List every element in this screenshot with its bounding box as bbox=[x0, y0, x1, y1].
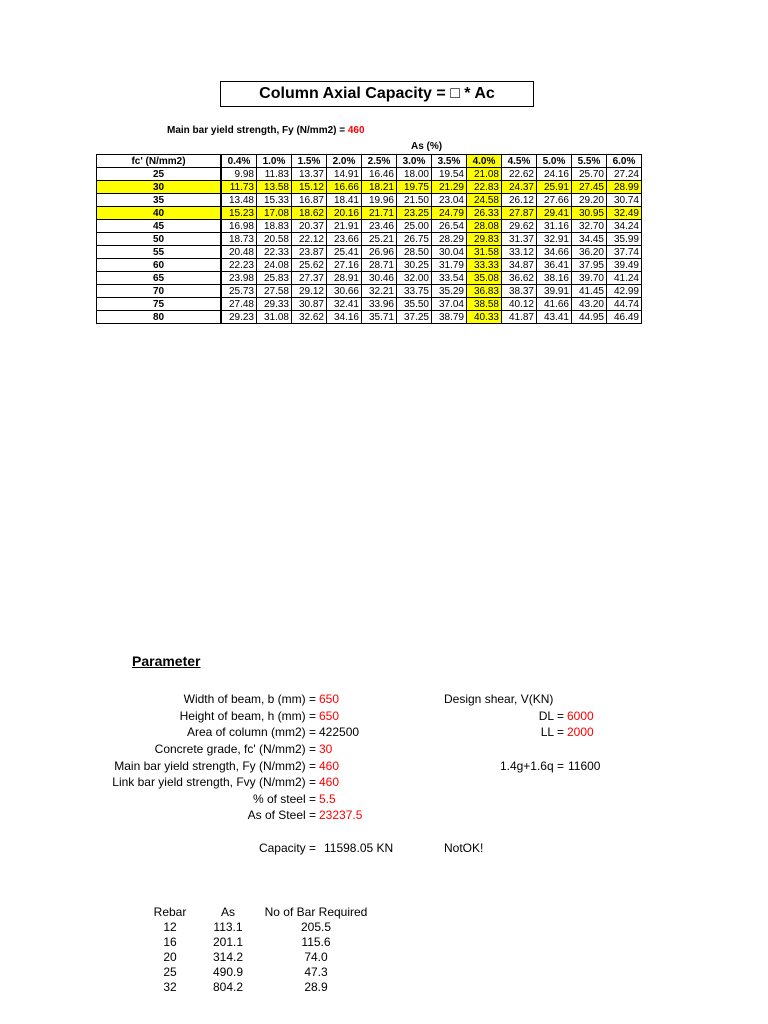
fy-label: Main bar yield strength, Fy (N/mm2) = bbox=[114, 759, 316, 773]
table-cell: 34.16 bbox=[327, 311, 362, 324]
table-cell: 25.83 bbox=[257, 272, 292, 285]
table-cell: 16.66 bbox=[327, 181, 362, 194]
table-cell: 25.73 bbox=[222, 285, 257, 298]
table-row bbox=[97, 181, 642, 194]
table-row bbox=[97, 194, 642, 207]
rebar-row bbox=[140, 965, 376, 980]
table-cell: 31.16 bbox=[537, 220, 572, 233]
table-cell: 19.96 bbox=[362, 194, 397, 207]
table-cell: 37.95 bbox=[572, 259, 607, 272]
table-cell: 38.58 bbox=[467, 298, 502, 311]
capacity-value: 11598.05 KN bbox=[324, 841, 394, 855]
table-cell: 38.16 bbox=[537, 272, 572, 285]
capacity-table-body bbox=[97, 168, 642, 324]
table-cell: 27.16 bbox=[327, 259, 362, 272]
table-cell: 16.98 bbox=[222, 220, 257, 233]
table-cell: 46.49 bbox=[607, 311, 642, 324]
combo-value: 11600 bbox=[568, 759, 601, 773]
table-cell: 30.74 bbox=[607, 194, 642, 207]
design-shear-heading: Design shear, V(KN) bbox=[444, 692, 554, 706]
table-cell: 43.41 bbox=[537, 311, 572, 324]
table-cell: 22.83 bbox=[467, 181, 502, 194]
table-cell: 41.66 bbox=[537, 298, 572, 311]
table-cell: 24.08 bbox=[257, 259, 292, 272]
rebar-as-cell: 201.1 bbox=[212, 935, 244, 949]
column-header: 4.5% bbox=[502, 155, 537, 168]
table-cell: 18.41 bbox=[327, 194, 362, 207]
area-value: 422500 bbox=[319, 725, 360, 739]
table-header-row bbox=[97, 155, 642, 168]
ll-value: 2000 bbox=[567, 725, 594, 739]
rebar-count-cell: 115.6 bbox=[301, 935, 331, 949]
table-cell: 30.95 bbox=[572, 207, 607, 220]
table-cell: 33.75 bbox=[397, 285, 432, 298]
fy-value: 460 bbox=[319, 759, 340, 773]
table-cell: 24.16 bbox=[537, 168, 572, 181]
table-cell: 29.83 bbox=[467, 233, 502, 246]
table-cell: 25.91 bbox=[537, 181, 572, 194]
table-cell: 31.37 bbox=[502, 233, 537, 246]
fc-cell: 70 bbox=[97, 285, 221, 298]
table-cell: 28.91 bbox=[327, 272, 362, 285]
table-cell: 32.41 bbox=[327, 298, 362, 311]
table-cell: 11.83 bbox=[257, 168, 292, 181]
table-cell: 21.29 bbox=[432, 181, 467, 194]
table-cell: 24.79 bbox=[432, 207, 467, 220]
fc-cell: 60 bbox=[97, 259, 221, 272]
parameter-heading: Parameter bbox=[132, 653, 201, 669]
table-cell: 30.66 bbox=[327, 285, 362, 298]
rebar-as-cell: 113.1 bbox=[213, 920, 243, 934]
table-cell: 18.21 bbox=[362, 181, 397, 194]
table-cell: 28.99 bbox=[607, 181, 642, 194]
rebar-count-cell: 28.9 bbox=[304, 980, 328, 994]
table-cell: 23.46 bbox=[362, 220, 397, 233]
table-cell: 23.04 bbox=[432, 194, 467, 207]
table-cell: 13.58 bbox=[257, 181, 292, 194]
dl-value: 6000 bbox=[567, 709, 594, 723]
table-cell: 35.29 bbox=[432, 285, 467, 298]
table-cell: 32.21 bbox=[362, 285, 397, 298]
table-row bbox=[97, 233, 642, 246]
width-label: Width of beam, b (mm) = bbox=[183, 692, 316, 706]
table-cell: 32.00 bbox=[397, 272, 432, 285]
table-cell: 28.50 bbox=[397, 246, 432, 259]
capacity-status: NotOK! bbox=[444, 841, 484, 855]
table-cell: 41.24 bbox=[607, 272, 642, 285]
as-percent-caption: As (%) bbox=[411, 141, 443, 152]
table-cell: 28.29 bbox=[432, 233, 467, 246]
steel-percent-label: % of steel = bbox=[252, 792, 316, 806]
table-cell: 19.54 bbox=[432, 168, 467, 181]
rebar-row bbox=[140, 950, 376, 965]
fvy-label: Link bar yield strength, Fvy (N/mm2) = bbox=[112, 775, 316, 789]
table-cell: 16.87 bbox=[292, 194, 327, 207]
table-cell: 27.24 bbox=[607, 168, 642, 181]
fc-cell: 30 bbox=[97, 181, 221, 194]
rebar-size-cell: 16 bbox=[163, 935, 177, 949]
table-cell: 23.66 bbox=[327, 233, 362, 246]
table-cell: 29.20 bbox=[572, 194, 607, 207]
fc-cell: 40 bbox=[97, 207, 221, 220]
as-header: As bbox=[220, 905, 235, 919]
table-cell: 36.41 bbox=[537, 259, 572, 272]
table-cell: 33.54 bbox=[432, 272, 467, 285]
table-cell: 19.75 bbox=[397, 181, 432, 194]
table-cell: 28.71 bbox=[362, 259, 397, 272]
table-cell: 36.20 bbox=[572, 246, 607, 259]
rebar-as-cell: 804.2 bbox=[212, 980, 244, 994]
table-row bbox=[97, 259, 642, 272]
rebar-count-cell: 47.3 bbox=[304, 965, 328, 979]
rebar-size-cell: 12 bbox=[163, 920, 177, 934]
table-cell: 32.91 bbox=[537, 233, 572, 246]
fc-cell: 25 bbox=[97, 168, 221, 181]
table-cell: 33.12 bbox=[502, 246, 537, 259]
table-cell: 38.79 bbox=[432, 311, 467, 324]
column-header: 4.0% bbox=[467, 155, 502, 168]
table-cell: 9.98 bbox=[222, 168, 257, 181]
steel-percent-value: 5.5 bbox=[319, 792, 336, 806]
table-cell: 44.74 bbox=[607, 298, 642, 311]
table-row bbox=[97, 246, 642, 259]
table-cell: 27.87 bbox=[502, 207, 537, 220]
column-header: 3.0% bbox=[397, 155, 432, 168]
table-cell: 32.49 bbox=[607, 207, 642, 220]
fc-cell: 50 bbox=[97, 233, 221, 246]
table-cell: 35.71 bbox=[362, 311, 397, 324]
grade-label: Concrete grade, fc' (N/mm2) = bbox=[154, 742, 316, 756]
table-row bbox=[97, 168, 642, 181]
height-value: 650 bbox=[319, 709, 340, 723]
table-cell: 24.58 bbox=[467, 194, 502, 207]
column-header: 2.0% bbox=[327, 155, 362, 168]
table-cell: 22.23 bbox=[222, 259, 257, 272]
rebar-count-cell: 205.5 bbox=[300, 920, 332, 934]
table-cell: 36.62 bbox=[502, 272, 537, 285]
table-cell: 14.91 bbox=[327, 168, 362, 181]
width-value: 650 bbox=[319, 692, 340, 706]
table-cell: 34.45 bbox=[572, 233, 607, 246]
table-cell: 27.37 bbox=[292, 272, 327, 285]
table-cell: 27.66 bbox=[537, 194, 572, 207]
table-cell: 25.70 bbox=[572, 168, 607, 181]
page-title: Column Axial Capacity = □ * Ac bbox=[220, 81, 534, 107]
table-cell: 31.58 bbox=[467, 246, 502, 259]
table-cell: 15.12 bbox=[292, 181, 327, 194]
fc-header: fc' (N/mm2) bbox=[97, 155, 221, 168]
fc-cell: 45 bbox=[97, 220, 221, 233]
table-cell: 22.62 bbox=[502, 168, 537, 181]
rebar-header: Rebar bbox=[153, 905, 187, 919]
table-cell: 30.87 bbox=[292, 298, 327, 311]
table-cell: 39.49 bbox=[607, 259, 642, 272]
table-cell: 26.75 bbox=[397, 233, 432, 246]
table-row bbox=[97, 298, 642, 311]
fc-cell: 55 bbox=[97, 246, 221, 259]
rebar-table-body bbox=[140, 920, 376, 995]
table-cell: 34.66 bbox=[537, 246, 572, 259]
table-cell: 27.45 bbox=[572, 181, 607, 194]
column-header: 2.5% bbox=[362, 155, 397, 168]
table-cell: 21.91 bbox=[327, 220, 362, 233]
column-header: 3.5% bbox=[432, 155, 467, 168]
table-row bbox=[97, 207, 642, 220]
table-cell: 40.33 bbox=[467, 311, 502, 324]
table-cell: 29.62 bbox=[502, 220, 537, 233]
table-cell: 21.50 bbox=[397, 194, 432, 207]
table-cell: 37.04 bbox=[432, 298, 467, 311]
table-cell: 39.91 bbox=[537, 285, 572, 298]
rebar-row bbox=[140, 980, 376, 995]
grade-value: 30 bbox=[319, 742, 333, 756]
table-cell: 33.96 bbox=[362, 298, 397, 311]
table-cell: 40.12 bbox=[502, 298, 537, 311]
table-cell: 21.71 bbox=[362, 207, 397, 220]
table-cell: 23.87 bbox=[292, 246, 327, 259]
table-cell: 35.50 bbox=[397, 298, 432, 311]
fc-cell: 75 bbox=[97, 298, 221, 311]
table-cell: 31.08 bbox=[257, 311, 292, 324]
table-cell: 27.58 bbox=[257, 285, 292, 298]
table-cell: 36.83 bbox=[467, 285, 502, 298]
table-cell: 15.23 bbox=[222, 207, 257, 220]
column-header: 0.4% bbox=[222, 155, 257, 168]
rebar-table bbox=[140, 905, 376, 995]
table-row bbox=[97, 220, 642, 233]
fy-summary-label: Main bar yield strength, Fy (N/mm2) = bbox=[167, 125, 348, 136]
table-cell: 24.37 bbox=[502, 181, 537, 194]
table-cell: 17.08 bbox=[257, 207, 292, 220]
table-row bbox=[97, 311, 642, 324]
table-cell: 13.37 bbox=[292, 168, 327, 181]
table-cell: 11.73 bbox=[222, 181, 257, 194]
table-cell: 32.70 bbox=[572, 220, 607, 233]
fc-cell: 80 bbox=[97, 311, 221, 324]
fy-summary-value: 460 bbox=[347, 125, 365, 136]
table-cell: 13.48 bbox=[222, 194, 257, 207]
table-cell: 41.87 bbox=[502, 311, 537, 324]
table-cell: 15.33 bbox=[257, 194, 292, 207]
table-cell: 25.00 bbox=[397, 220, 432, 233]
table-cell: 37.25 bbox=[397, 311, 432, 324]
fy-summary bbox=[167, 125, 365, 136]
table-cell: 29.33 bbox=[257, 298, 292, 311]
table-cell: 32.62 bbox=[292, 311, 327, 324]
table-cell: 43.20 bbox=[572, 298, 607, 311]
table-cell: 25.41 bbox=[327, 246, 362, 259]
rebar-size-cell: 25 bbox=[163, 965, 177, 979]
table-cell: 22.12 bbox=[292, 233, 327, 246]
combo-label: 1.4g+1.6q = bbox=[499, 759, 564, 773]
table-cell: 20.37 bbox=[292, 220, 327, 233]
table-cell: 18.83 bbox=[257, 220, 292, 233]
capacity-label: Capacity = bbox=[258, 841, 316, 855]
table-cell: 25.21 bbox=[362, 233, 397, 246]
table-cell: 38.37 bbox=[502, 285, 537, 298]
capacity-table bbox=[96, 154, 642, 324]
table-cell: 42.99 bbox=[607, 285, 642, 298]
table-cell: 33.33 bbox=[467, 259, 502, 272]
table-cell: 35.08 bbox=[467, 272, 502, 285]
table-cell: 34.24 bbox=[607, 220, 642, 233]
as-steel-value: 23237.5 bbox=[319, 808, 363, 822]
table-row bbox=[97, 272, 642, 285]
fvy-value: 460 bbox=[319, 775, 340, 789]
table-cell: 25.62 bbox=[292, 259, 327, 272]
table-cell: 18.00 bbox=[397, 168, 432, 181]
table-cell: 26.33 bbox=[467, 207, 502, 220]
rebar-as-cell: 314.2 bbox=[212, 950, 244, 964]
table-cell: 20.16 bbox=[327, 207, 362, 220]
table-cell: 16.46 bbox=[362, 168, 397, 181]
table-cell: 31.79 bbox=[432, 259, 467, 272]
column-header: 1.0% bbox=[257, 155, 292, 168]
table-cell: 30.25 bbox=[397, 259, 432, 272]
table-cell: 18.73 bbox=[222, 233, 257, 246]
bars-required-header: No of Bar Required bbox=[264, 905, 368, 919]
dl-label: DL = bbox=[538, 709, 564, 723]
table-cell: 28.08 bbox=[467, 220, 502, 233]
table-cell: 22.33 bbox=[257, 246, 292, 259]
table-cell: 23.98 bbox=[222, 272, 257, 285]
table-cell: 29.23 bbox=[222, 311, 257, 324]
table-row bbox=[97, 285, 642, 298]
column-header: 5.0% bbox=[537, 155, 572, 168]
fc-cell: 65 bbox=[97, 272, 221, 285]
rebar-size-cell: 32 bbox=[163, 980, 177, 994]
rebar-row bbox=[140, 920, 376, 935]
column-header: 1.5% bbox=[292, 155, 327, 168]
table-cell: 41.45 bbox=[572, 285, 607, 298]
rebar-count-cell: 74.0 bbox=[304, 950, 328, 964]
as-steel-label: As of Steel = bbox=[247, 808, 316, 822]
rebar-row bbox=[140, 935, 376, 950]
table-cell: 39.70 bbox=[572, 272, 607, 285]
fc-cell: 35 bbox=[97, 194, 221, 207]
ll-label: LL = bbox=[540, 725, 564, 739]
table-cell: 30.04 bbox=[432, 246, 467, 259]
rebar-as-cell: 490.9 bbox=[212, 965, 244, 979]
table-cell: 27.48 bbox=[222, 298, 257, 311]
table-cell: 34.87 bbox=[502, 259, 537, 272]
table-cell: 26.12 bbox=[502, 194, 537, 207]
table-cell: 35.99 bbox=[607, 233, 642, 246]
column-header: 5.5% bbox=[572, 155, 607, 168]
table-cell: 37.74 bbox=[607, 246, 642, 259]
table-cell: 20.58 bbox=[257, 233, 292, 246]
column-header: 6.0% bbox=[607, 155, 642, 168]
table-cell: 26.96 bbox=[362, 246, 397, 259]
table-cell: 18.62 bbox=[292, 207, 327, 220]
rebar-size-cell: 20 bbox=[163, 950, 177, 964]
table-cell: 30.46 bbox=[362, 272, 397, 285]
rebar-header-row bbox=[140, 905, 376, 920]
table-cell: 20.48 bbox=[222, 246, 257, 259]
table-cell: 29.12 bbox=[292, 285, 327, 298]
area-label: Area of column (mm2) = bbox=[186, 725, 316, 739]
table-cell: 26.54 bbox=[432, 220, 467, 233]
height-label: Height of beam, h (mm) = bbox=[179, 709, 316, 723]
table-cell: 29.41 bbox=[537, 207, 572, 220]
table-cell: 21.08 bbox=[467, 168, 502, 181]
table-cell: 23.25 bbox=[397, 207, 432, 220]
table-cell: 44.95 bbox=[572, 311, 607, 324]
